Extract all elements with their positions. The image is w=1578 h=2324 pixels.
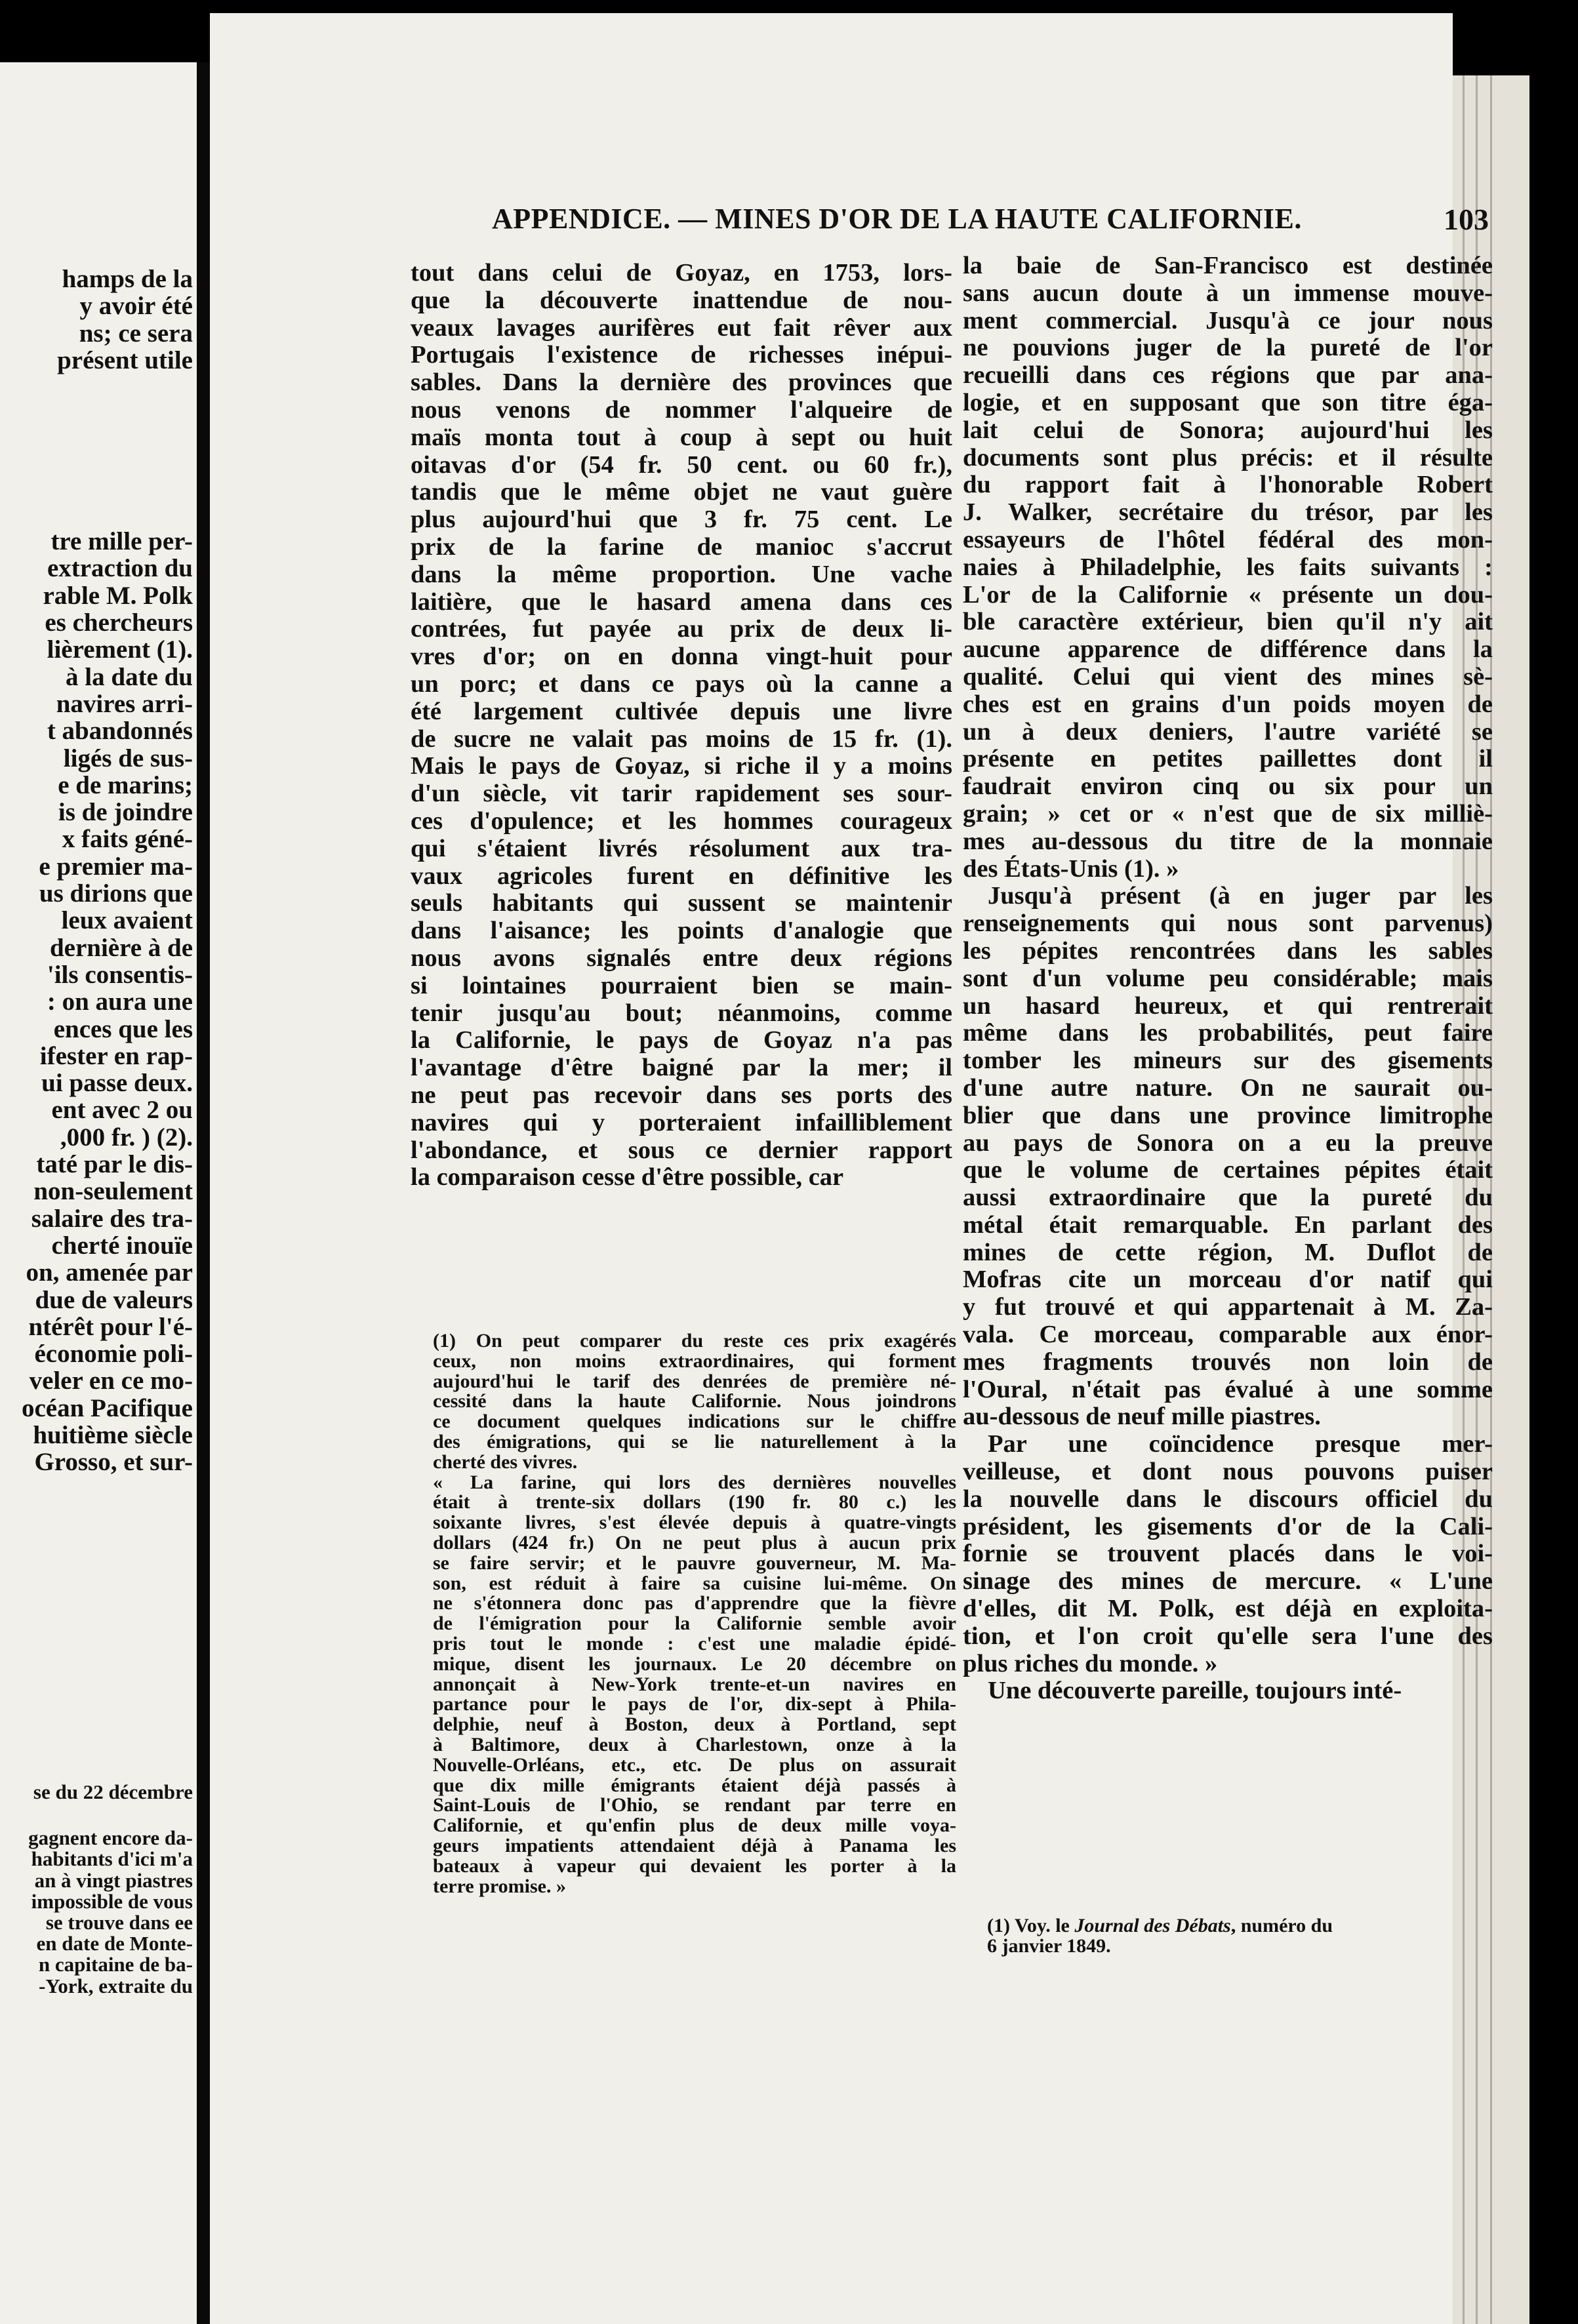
text-line: plus aujourd'hui que 3 fr. 75 cent. Le: [411, 506, 952, 534]
text-line: qui s'étaient livrés résolument aux tra-: [411, 834, 952, 862]
footnote-suffix: , numéro du: [1230, 1915, 1333, 1936]
left-page-line: us dirions que: [39, 879, 193, 908]
text-line: tenir jusqu'au bout; néanmoins, comme: [411, 999, 952, 1027]
left-page-line: -York, extraite du: [38, 1974, 193, 1997]
running-head: APPENDICE. — MINES D'OR DE LA HAUTE CALIFORNIE.: [492, 203, 1302, 235]
text-line: tomber les mineurs sur des gisements: [963, 1047, 1493, 1075]
footnote-line: était à trente-six dollars (190 fr. 80 c.) les: [433, 1491, 956, 1513]
left-page-line: habitants d'ici m'a: [31, 1847, 193, 1871]
text-line: sans aucun doute à un immense mouve-: [963, 279, 1493, 307]
left-page-line: ns; ce sera: [79, 319, 193, 348]
text-line: Une découverte pareille, toujours inté-: [988, 1677, 1402, 1705]
text-column-left: [411, 260, 952, 1192]
footnote-line: Saint-Louis de l'Ohio, se rendant par terre en: [433, 1794, 956, 1816]
footnote-line: geurs impatients attendaient déjà à Panama les: [433, 1834, 956, 1856]
footnote-line: ceux, non moins extraordinaires, qui forment: [433, 1350, 956, 1372]
text-line: ne pouvions juger de la pureté de l'or: [963, 334, 1493, 362]
footnote-line: ne s'étonnera donc pas d'apprendre que la fièvre: [433, 1592, 956, 1614]
text-line: tion, et l'on croit qu'elle sera l'une des: [963, 1622, 1493, 1650]
text-line: vres d'or; on en donna vingt-huit pour: [411, 643, 952, 671]
left-page-line: is de joindre: [58, 798, 193, 827]
text-line: faudrait environ cinq ou six pour un: [963, 772, 1493, 801]
footnote-line: aujourd'hui le tarif des denrées de première né-: [433, 1370, 956, 1392]
text-line: la baie de San-Francisco est destinée: [963, 252, 1493, 279]
left-page-line: impossible de vous: [31, 1889, 193, 1913]
text-line: navires qui y porteraient infailliblement: [411, 1108, 952, 1136]
text-line: sables. Dans la dernière des provinces que: [411, 369, 952, 397]
book-page: [210, 13, 1493, 2324]
text-line: renseignements qui nous sont parvenus): [963, 910, 1493, 938]
text-line: la nouvelle dans le discours officiel du: [963, 1485, 1493, 1513]
text-line: ches est en grains d'un poids moyen de: [963, 690, 1493, 718]
text-line: de sucre ne valait pas moins de 15 fr. (1).: [411, 725, 952, 753]
text-line: ble caractère extérieur, bien qu'il n'y ait: [963, 608, 1493, 636]
text-line: un hasard heureux, et qui rentrerait: [963, 992, 1493, 1020]
footnote-line: soixante livres, s'est élevée depuis à quatre-vingts: [433, 1512, 956, 1534]
left-page-line: hamps de la: [62, 265, 193, 293]
footnote-line: pris tout le monde : c'est une maladie épidé-: [433, 1632, 956, 1654]
text-line: L'or de la Californie « présente un dou-: [963, 580, 1493, 609]
text-column-right: [963, 252, 1493, 1705]
left-page-footnotes: [0, 1782, 193, 1997]
left-page-line: se trouve dans ee: [45, 1910, 193, 1934]
text-line: fornie se trouvent placés dans le voi-: [963, 1540, 1493, 1568]
text-line: blier que dans une province limitrophe: [963, 1101, 1493, 1129]
text-line: ces d'opulence; et les hommes courageux: [411, 807, 952, 835]
text-line: grain; » cet or « n'est que de six milliè-: [963, 799, 1493, 828]
footnote-line: terre promise. »: [433, 1875, 566, 1897]
footnote-line: dollars (424 fr.) On ne peut plus à aucun prix: [433, 1531, 956, 1553]
text-line: d'un siècle, vit tarir rapidement ses sour-: [411, 780, 952, 808]
left-page-line: lièrement (1).: [47, 635, 193, 664]
footnote-line: que dix mille émigrants étaient déjà passés à: [433, 1774, 956, 1796]
text-line: au-dessous de neuf mille piastres.: [963, 1403, 1321, 1431]
left-page-line: économie poli-: [34, 1340, 193, 1369]
footnote-line: cessité dans la haute Californie. Nous joindrons: [433, 1390, 956, 1412]
text-line: aucune apparence de différence dans la: [963, 635, 1493, 664]
text-line: vaux agricoles furent en définitive les: [411, 862, 952, 890]
left-page-line: Grosso, et sur-: [34, 1448, 193, 1477]
text-line: oitavas d'or (54 fr. 50 cent. ou 60 fr.),: [411, 451, 952, 479]
text-line: aussi extraordinaire que la pureté du: [963, 1184, 1493, 1212]
footnote-line: delphie, neuf à Boston, deux à Portland, sept: [433, 1713, 956, 1736]
text-line: y fut trouvé et qui appartenait à M. Za-: [963, 1293, 1493, 1321]
left-page-line: océan Pacifique: [21, 1393, 193, 1422]
text-line: mes fragments trouvés non loin de: [963, 1348, 1493, 1376]
left-page-line: ifester en rap-: [39, 1041, 193, 1070]
left-page-line: 'ils consentis-: [47, 960, 193, 989]
text-line: si lointaines pourraient bien se main-: [411, 971, 952, 999]
footnote-line: annonçait à New-York trente-et-un navires en: [433, 1673, 956, 1695]
spacer: [0, 374, 193, 528]
text-line: recueilli dans ces régions que par ana-: [963, 361, 1493, 390]
text-line: dans la même proportion. Une vache: [411, 560, 952, 588]
text-line: la Californie, le pays de Goyaz n'a pas: [411, 1026, 952, 1054]
footnote-prefix: (1) Voy. le: [987, 1915, 1075, 1936]
left-page-fragment: [0, 62, 197, 2324]
left-page-line: ent avec 2 ou: [51, 1096, 193, 1125]
text-line: que le volume de certaines pépites était: [963, 1156, 1493, 1184]
text-line: que la découverte inattendue de nou-: [411, 286, 952, 314]
text-line: dans l'aisance; les points d'analogie que: [411, 917, 952, 945]
text-line: contrées, fut payée au prix de deux li-: [411, 615, 952, 643]
journal-title: Journal des Débats: [1074, 1915, 1231, 1936]
left-page-line: présent utile: [57, 346, 193, 374]
text-line: veilleuse, et dont nous pouvons puiser: [963, 1458, 1493, 1486]
text-line: ment commercial. Jusqu'à ce jour nous: [963, 306, 1493, 334]
text-line: nous avons signalés entre deux régions: [411, 944, 952, 972]
text-line: l'Oural, n'était pas évalué à une somme: [963, 1375, 1493, 1403]
left-page-line: huitième siècle: [33, 1420, 193, 1449]
footnote-line: [987, 1916, 1508, 1936]
text-line: Jusqu'à présent (à en juger par les: [988, 882, 1493, 910]
left-page-line: : on aura une: [47, 988, 193, 1016]
text-line: ne peut pas recevoir dans ses ports des: [411, 1081, 952, 1109]
text-line: naies à Philadelphie, les faits suivants :: [963, 553, 1493, 581]
text-line: laitière, que le hasard amena dans ces: [411, 588, 952, 616]
left-page-line: rable M. Polk: [43, 581, 193, 610]
left-page-line: leux avaient: [61, 906, 193, 935]
text-line: Mofras cite un morceau d'or natif qui: [963, 1266, 1493, 1294]
footnote-line: partance pour le pays de l'or, dix-sept à Phila-: [433, 1693, 956, 1715]
text-line: la comparaison cesse d'être possible, car: [411, 1163, 844, 1192]
text-line: Mais le pays de Goyaz, si riche il y a moins: [411, 752, 952, 780]
text-line: maïs monta tout à coup à sept ou huit: [411, 423, 952, 451]
text-line: vala. Ce morceau, comparable aux énor-: [963, 1321, 1493, 1349]
text-line: d'une autre nature. On ne saurait ou-: [963, 1073, 1493, 1102]
left-page-line: gagnent encore da-: [28, 1826, 193, 1850]
footnote-line: mique, disent les journaux. Le 20 décembre on: [433, 1653, 956, 1675]
footnote-right: [987, 1916, 1508, 1957]
left-page-line: ntérêt pour l'é-: [28, 1312, 193, 1341]
text-line: Portugais l'existence de richesses inépui-: [411, 341, 952, 369]
footnote-line: ce document quelques indications sur le chiffre: [433, 1411, 956, 1433]
left-page-line: y avoir été: [79, 292, 193, 321]
text-line: tout dans celui de Goyaz, en 1753, lors-: [411, 259, 952, 287]
left-page-line: t abandonnés: [47, 717, 193, 746]
text-line: logie, et en supposant que son titre éga-: [963, 388, 1493, 416]
text-line: qualité. Celui qui vient des mines sè-: [963, 662, 1493, 691]
left-page-line: cherté inouïe: [51, 1231, 193, 1260]
left-page-line: ences que les: [53, 1014, 193, 1043]
text-line: d'elles, dit M. Polk, est déjà en exploita-: [963, 1595, 1493, 1623]
text-line: l'abondance, et sous ce dernier rapport: [411, 1136, 952, 1164]
book-gutter: [197, 62, 210, 2324]
text-line: même dans les probabilités, peut faire: [963, 1019, 1493, 1047]
text-line: plus riches du monde. »: [963, 1649, 1218, 1677]
footnote-line: cherté des vivres.: [433, 1451, 578, 1473]
left-page-line: taté par le dis-: [36, 1150, 193, 1179]
left-page-line: se du 22 décembre: [33, 1780, 193, 1803]
text-line: prix de la farine de manioc s'accrut: [411, 532, 952, 561]
text-line: seuls habitants qui sussent se maintenir: [411, 889, 952, 917]
left-page-line: tre mille per-: [51, 527, 193, 556]
left-page-line: veler en ce mo-: [29, 1367, 193, 1395]
text-line: veaux lavages aurifères eut fait rêver aux: [411, 313, 952, 342]
left-page-line: ,000 fr. ) (2).: [60, 1123, 193, 1152]
left-page-line: en date de Monte-: [36, 1932, 193, 1955]
left-page-text: [0, 266, 193, 1476]
left-page-line: e de marins;: [58, 771, 193, 799]
left-page-line: salaire des tra-: [31, 1204, 193, 1233]
text-line: les pépites rencontrées dans les sables: [963, 936, 1493, 965]
left-page-line: extraction du: [47, 554, 193, 583]
footnote-left: [433, 1331, 956, 1896]
footnote-line: se faire servir; et le pauvre gouverneur, M. Ma-: [433, 1552, 956, 1574]
footnote-line: son, est réduit à faire sa cuisine lui-même. On: [433, 1572, 956, 1594]
page-number: 103: [1444, 203, 1489, 236]
text-line: nous venons de nommer l'alqueire de: [411, 395, 952, 424]
left-page-line: n capitaine de ba-: [38, 1953, 193, 1976]
text-line: sinage des mines de mercure. « L'une: [963, 1567, 1493, 1595]
footnote-line: (1) On peut comparer du reste ces prix exagérés: [433, 1330, 956, 1352]
text-line: un porc; et dans ce pays où la canne a: [411, 670, 952, 698]
text-line: président, les gisements d'or de la Cali-: [963, 1512, 1493, 1540]
text-line: mes au-dessous du titre de la monnaie: [963, 827, 1493, 855]
left-page-line: ligés de sus-: [63, 744, 193, 772]
footnote-line: à Baltimore, deux à Charlestown, onze à la: [433, 1733, 956, 1755]
text-line: essayeurs de l'hôtel fédéral des mon-: [963, 525, 1493, 553]
left-page-line: on, amenée par: [26, 1258, 193, 1287]
text-line: du rapport fait à l'honorable Robert: [963, 471, 1493, 499]
left-page-line: non-seulement: [33, 1177, 193, 1206]
footnote-line: 6 janvier 1849.: [987, 1934, 1111, 1957]
left-page-line: e premier ma-: [39, 852, 193, 881]
text-line: mines de cette région, M. Duflot de: [963, 1238, 1493, 1266]
left-page-line: es chercheurs: [45, 609, 193, 637]
spacer: [0, 1803, 193, 1828]
text-line: au pays de Sonora on a eu la preuve: [963, 1129, 1493, 1157]
left-page-line: à la date du: [66, 662, 193, 691]
text-line: tandis que le même objet ne vaut guère: [411, 478, 952, 506]
footnote-line: Californie, et qu'enfin plus de deux mille voya-: [433, 1814, 956, 1837]
text-line: documents sont plus précis: et il résulte: [963, 443, 1493, 471]
text-line: présente en petites paillettes dont il: [963, 745, 1493, 773]
footnote-line: Nouvelle-Orléans, etc., etc. De plus on assurait: [433, 1753, 956, 1776]
left-page-line: dernière à de: [49, 933, 193, 962]
footnote-line: « La farine, qui lors des dernières nouvelles: [433, 1471, 956, 1493]
text-line: l'avantage d'être baigné par la mer; il: [411, 1054, 952, 1082]
footnote-line: de l'émigration pour la Californie semble avoir: [433, 1613, 956, 1635]
text-line: J. Walker, secrétaire du trésor, par les: [963, 498, 1493, 527]
text-line: métal était remarquable. En parlant des: [963, 1211, 1493, 1239]
text-line: un à deux deniers, l'autre variété se: [963, 717, 1493, 746]
left-page-line: due de valeurs: [35, 1285, 193, 1314]
left-page-line: navires arri-: [56, 689, 193, 718]
footnote-line: bateaux à vapeur qui devaient les porter à la: [433, 1854, 956, 1877]
text-line: Par une coïncidence presque mer-: [988, 1430, 1493, 1458]
text-line: lait celui de Sonora; aujourd'hui les: [963, 416, 1493, 444]
text-line: sont d'un volume peu considérable; mais: [963, 964, 1493, 992]
left-page-line: x faits géné-: [62, 825, 193, 854]
left-page-line: an à vingt piastres: [34, 1868, 193, 1892]
text-line: été largement cultivée depuis une livre: [411, 697, 952, 725]
text-line: des États-Unis (1). »: [963, 854, 1179, 883]
left-page-line: ui passe deux.: [41, 1069, 193, 1098]
footnote-line: des émigrations, qui se lie naturellement à la: [433, 1430, 956, 1452]
